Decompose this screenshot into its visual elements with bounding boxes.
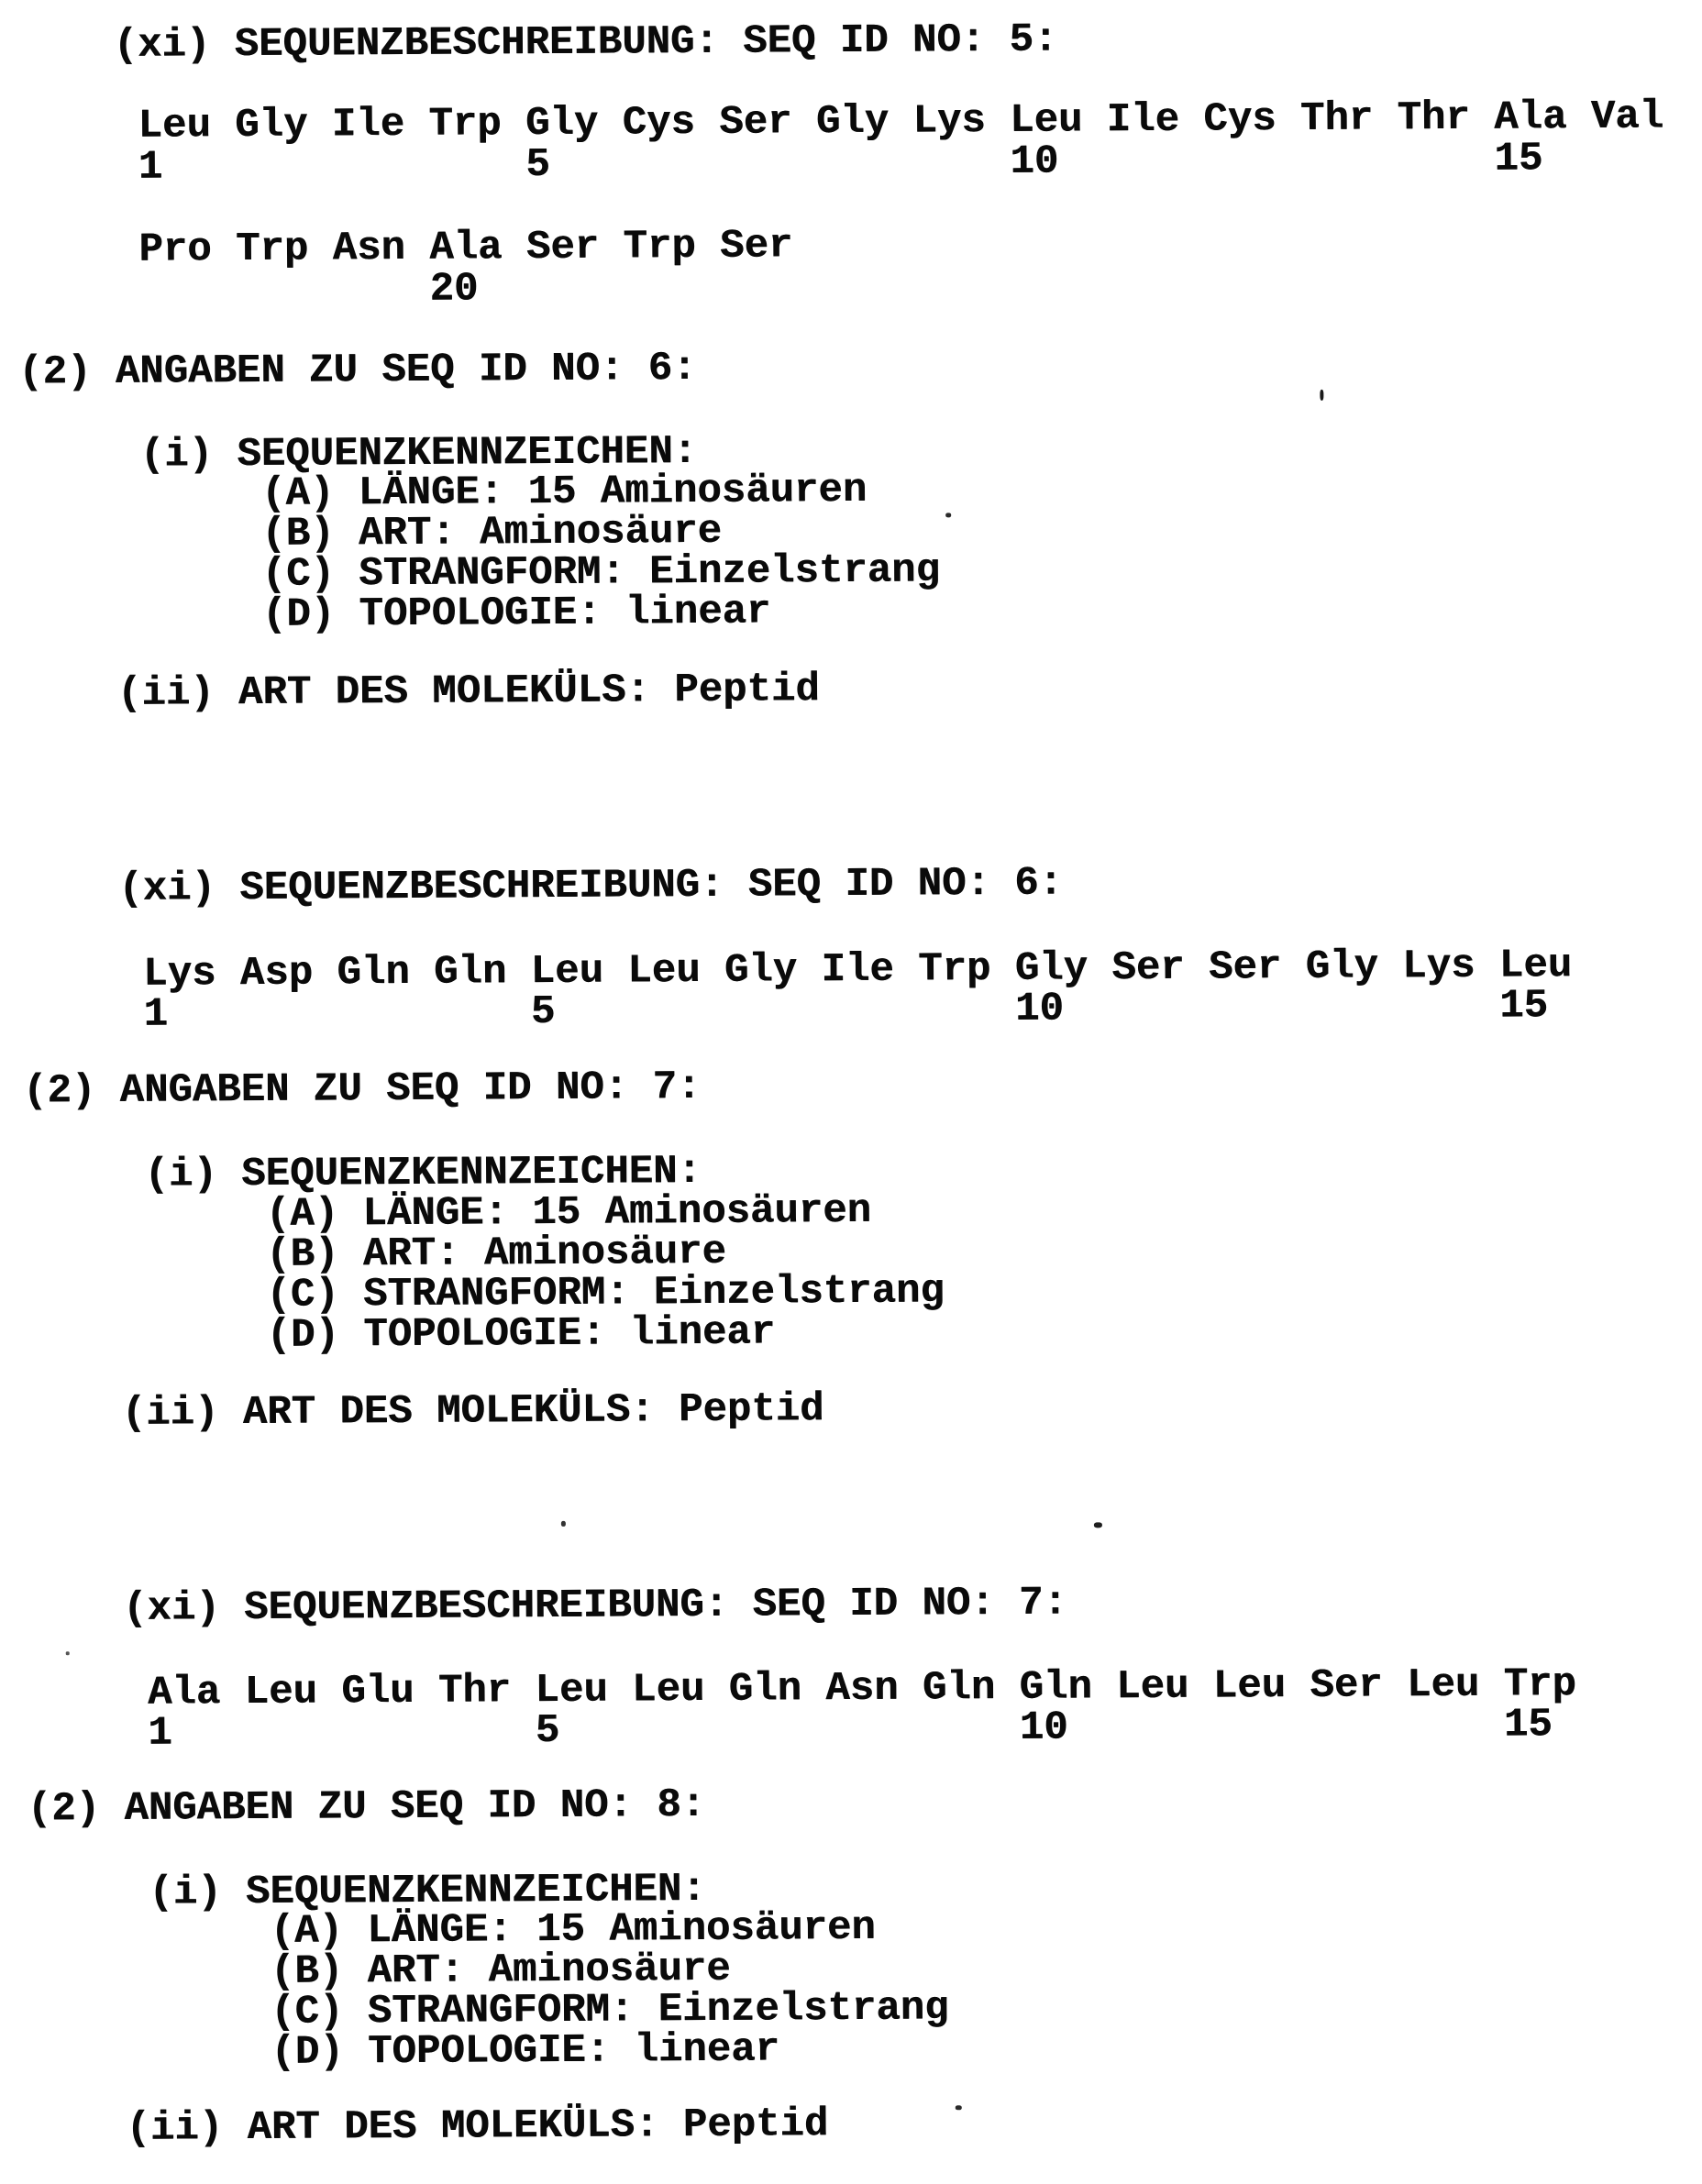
topology-line: (D) TOPOLOGIE: linear bbox=[28, 2026, 780, 2078]
length-line: (A) LÄNGE: 15 Aminosäuren bbox=[18, 467, 868, 519]
strandedness-line: (C) STRANGFORM: Einzelstrang bbox=[28, 1985, 949, 2037]
residue-number-line: 1 5 10 15 bbox=[17, 136, 1543, 192]
seq-info-heading-seq6: (2) ANGABEN ZU SEQ ID NO: 6: bbox=[18, 346, 697, 396]
sequence-description-heading-seq7: (xi) SEQUENZBESCHREIBUNG: SEQ ID NO: 7: bbox=[26, 1580, 1067, 1633]
strandedness-line: (C) STRANGFORM: Einzelstrang bbox=[19, 547, 941, 600]
scan-speck bbox=[561, 1521, 566, 1527]
sequence-residues-line: Lys Asp Gln Gln Leu Leu Gly Ile Trp Gly Ser Ser Gly Lys Leu bbox=[22, 943, 1573, 998]
topology-line: (D) TOPOLOGIE: linear bbox=[24, 1309, 776, 1361]
scan-speck bbox=[66, 1651, 70, 1655]
sequence-residues-line: Pro Trp Asn Ala Ser Trp Ser bbox=[17, 223, 793, 274]
seq-info-heading-seq7: (2) ANGABEN ZU SEQ ID NO: 7: bbox=[22, 1064, 702, 1115]
type-line: (B) ART: Aminosäure bbox=[28, 1946, 731, 1997]
sequence-residues-line: Leu Gly Ile Trp Gly Cys Ser Gly Lys Leu Ile Cys Thr Thr Ala Val bbox=[17, 94, 1664, 150]
scan-speck bbox=[945, 513, 951, 517]
strandedness-line: (C) STRANGFORM: Einzelstrang bbox=[24, 1268, 945, 1320]
sequence-residues-line: Ala Leu Glu Thr Leu Leu Gln Asn Gln Gln Leu Leu Ser Leu Trp bbox=[26, 1661, 1577, 1717]
sequence-description-heading-seq5: (xi) SEQUENZBESCHREIBUNG: SEQ ID NO: 5: bbox=[16, 17, 1058, 70]
seq-info-heading-seq8: (2) ANGABEN ZU SEQ ID NO: 8: bbox=[27, 1781, 706, 1833]
residue-number-line: 20 bbox=[17, 266, 479, 315]
sequence-characteristics-heading: (i) SEQUENZKENNZEICHEN: bbox=[18, 429, 698, 480]
length-line: (A) LÄNGE: 15 Aminosäuren bbox=[28, 1904, 876, 1957]
sequence-characteristics-heading: (i) SEQUENZKENNZEICHEN: bbox=[23, 1148, 702, 1199]
molecule-type-line: (ii) ART DES MOLEKÜLS: Peptid bbox=[20, 667, 820, 718]
scan-speck bbox=[1320, 390, 1323, 401]
type-line: (B) ART: Aminosäure bbox=[23, 1229, 726, 1280]
molecule-type-line: (ii) ART DES MOLEKÜLS: Peptid bbox=[24, 1386, 824, 1438]
scan-speck bbox=[1094, 1522, 1102, 1528]
topology-line: (D) TOPOLOGIE: linear bbox=[19, 589, 771, 640]
sequence-description-heading-seq6: (xi) SEQUENZBESCHREIBUNG: SEQ ID NO: 6: bbox=[21, 860, 1064, 913]
molecule-type-line: (ii) ART DES MOLEKÜLS: Peptid bbox=[28, 2101, 829, 2153]
sequence-characteristics-heading: (i) SEQUENZKENNZEICHEN: bbox=[28, 1866, 706, 1917]
scan-speck bbox=[956, 2105, 962, 2110]
residue-number-line: 1 5 10 15 bbox=[27, 1702, 1553, 1758]
residue-number-line: 1 5 10 15 bbox=[22, 983, 1549, 1039]
length-line: (A) LÄNGE: 15 Aminosäuren bbox=[23, 1187, 872, 1240]
type-line: (B) ART: Aminosäure bbox=[19, 508, 723, 559]
